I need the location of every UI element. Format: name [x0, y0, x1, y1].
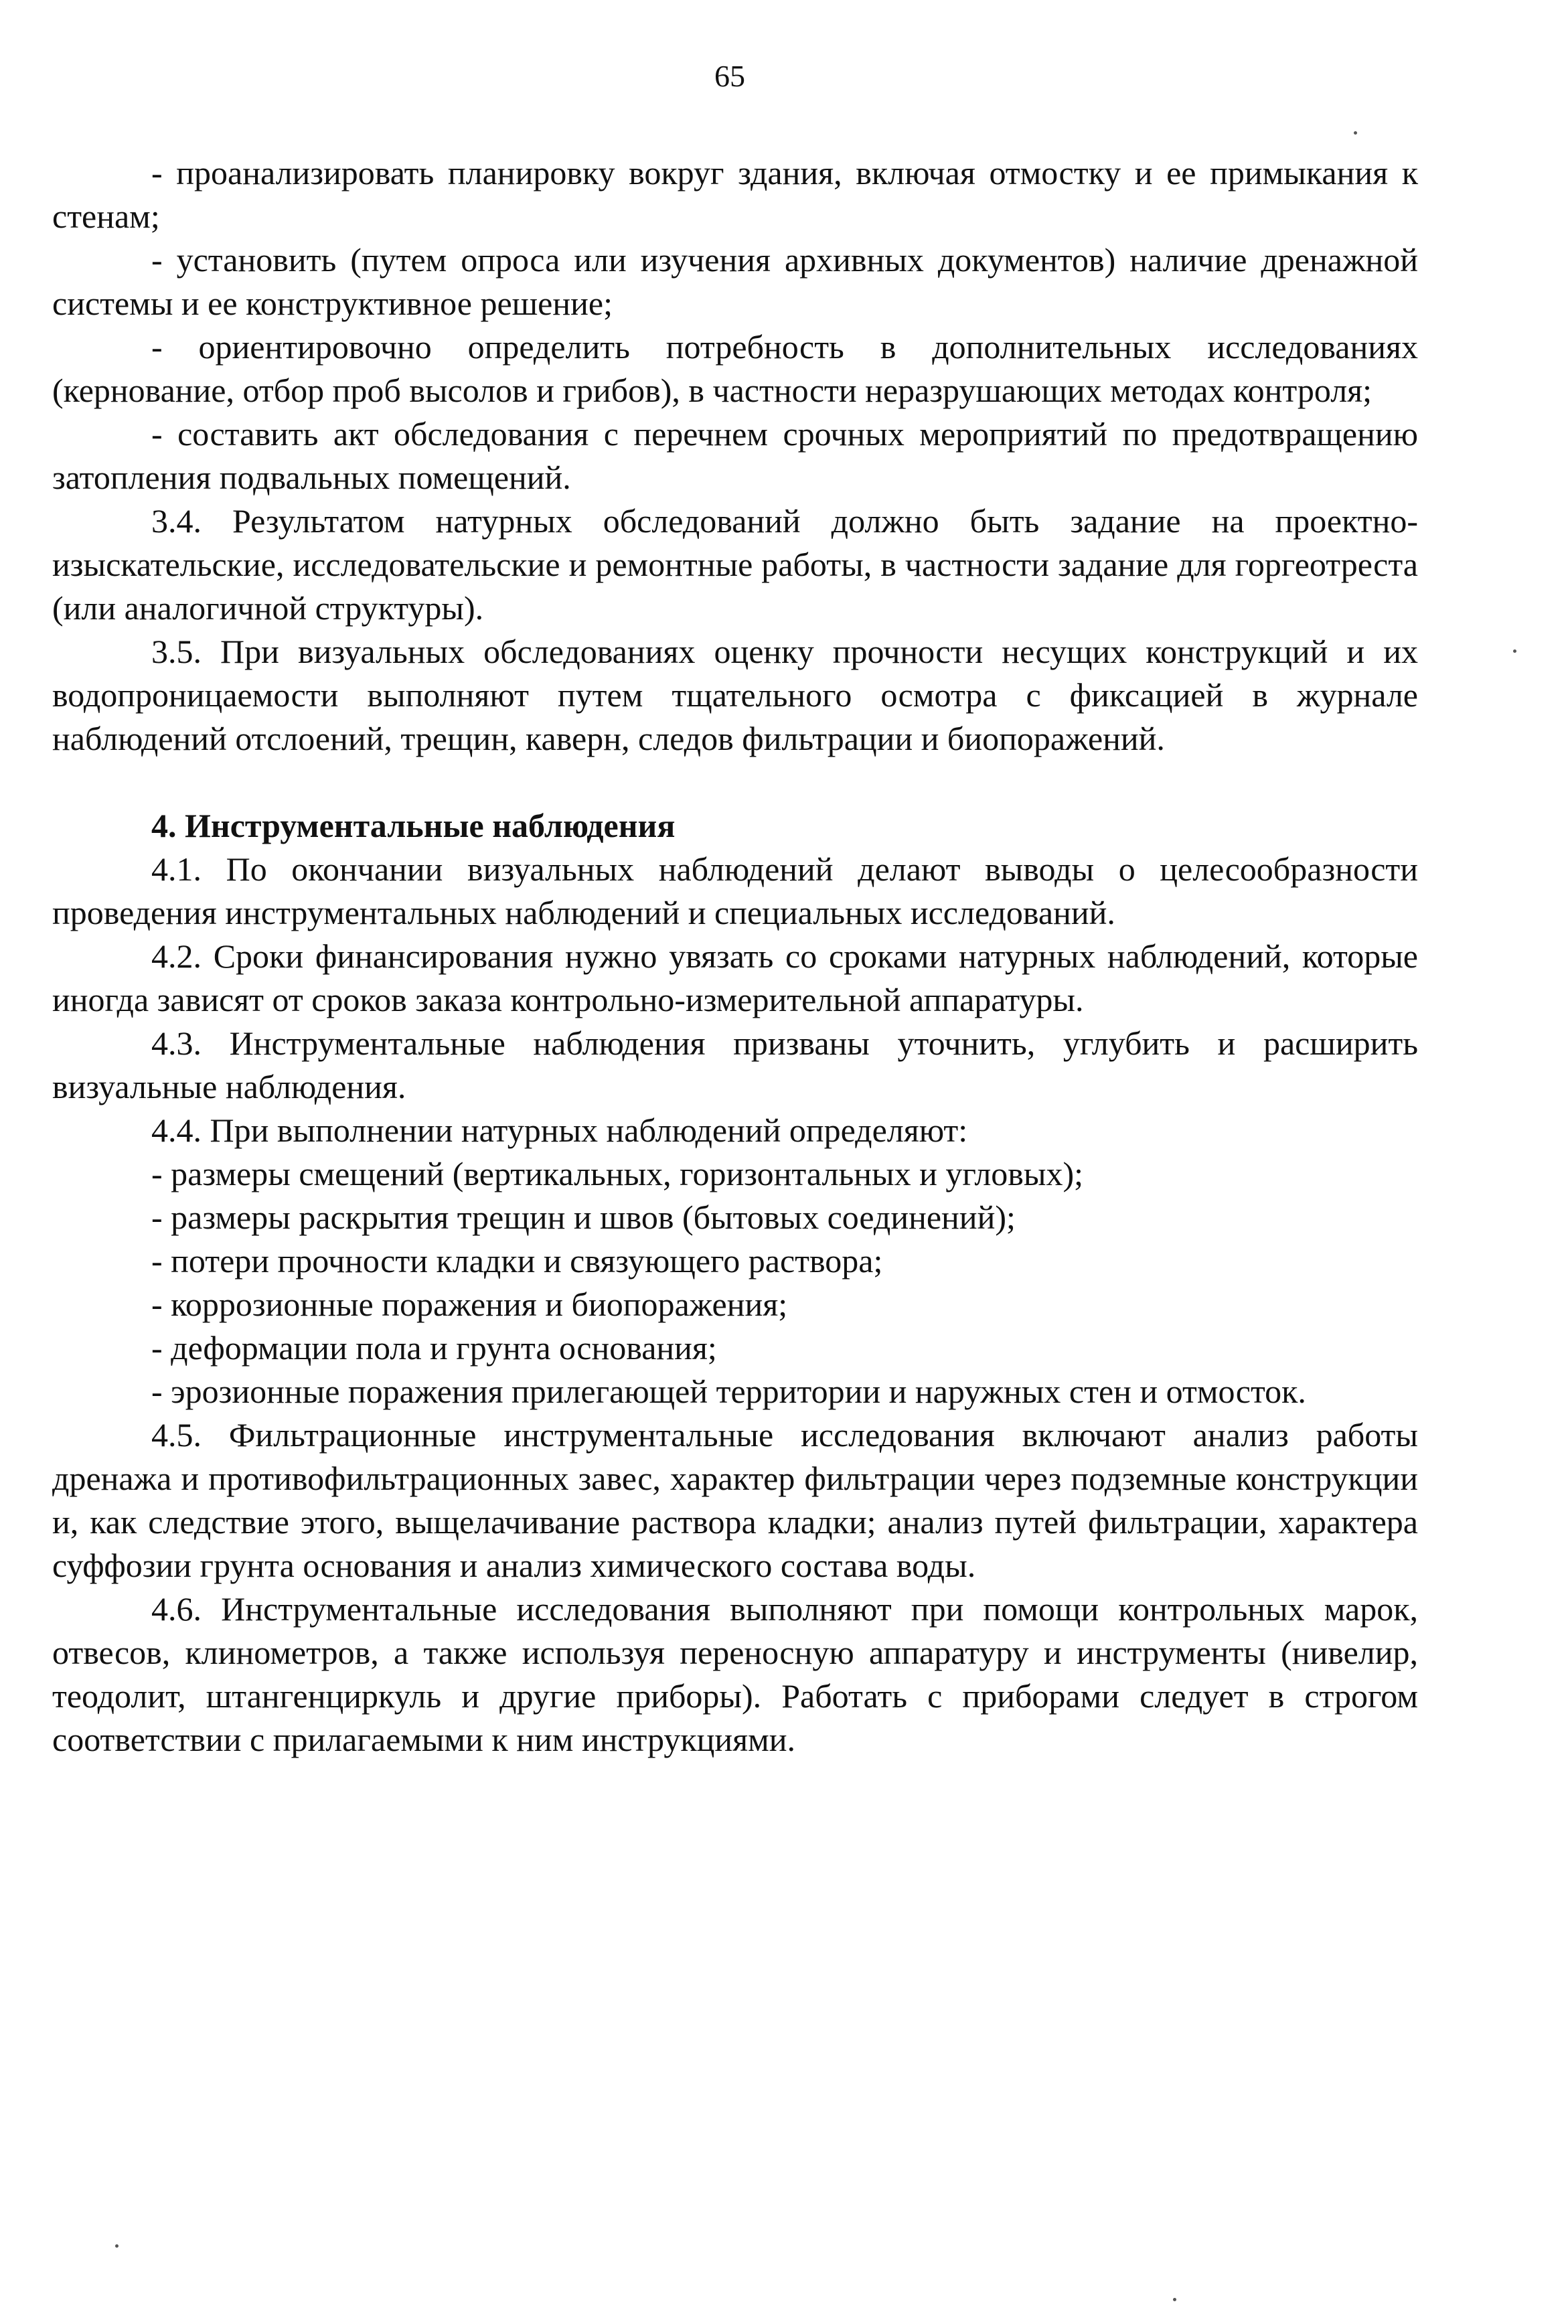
list-item: - эрозионные поражения прилегающей территории и наружных стен и отмосток.	[151, 1373, 1306, 1410]
paragraph-4-6: 4.6. Инструментальные исследования выполняют при помощи контрольных марок, отвесов, клинометров, а также используя переносную аппаратуру и инструменты (нивелир, теодолит, штангенциркуль и другие приборы). Работать с приборами следует в строгом соответствии с прилагаемыми к ним инструкциями.	[52, 1590, 1418, 1758]
page-number: 65	[714, 59, 745, 93]
scan-speck	[1173, 2298, 1176, 2301]
list-item: - деформации пола и грунта основания;	[151, 1329, 717, 1367]
scan-speck	[115, 2244, 119, 2248]
paragraph-4-2: 4.2. Сроки финансирования нужно увязать со сроками натурных наблюдений, которые иногда зависят от сроков заказа контрольно-измерительной аппаратуры.	[52, 937, 1418, 1018]
document-body	[52, 151, 1418, 1762]
paragraph-3-4: 3.4. Результатом натурных обследований должно быть задание на проектно-изыскательские, исследовательские и ремонтные работы, в частности задание для горгеотреста (или аналогичной структуры).	[52, 502, 1418, 627]
paragraph-4-3: 4.3. Инструментальные наблюдения призваны уточнить, углубить и расширить визуальные наблюдения.	[52, 1024, 1418, 1105]
paragraph-4-5: 4.5. Фильтрационные инструментальные исследования включают анализ работы дренажа и противофильтрационных завес, характер фильтрации через подземные конструкции и, как следствие этого, выщелачивание раствора кладки; анализ путей фильтрации, характера суффозии грунта основания и анализ химического состава воды.	[52, 1416, 1418, 1584]
list-item: - размеры раскрытия трещин и швов (бытовых соединений);	[151, 1198, 1016, 1236]
paragraph-3-5: 3.5. При визуальных обследованиях оценку прочности несущих конструкций и их водопроницаемости выполняют путем тщательного осмотра с фиксацией в журнале наблюдений отслоений, трещин, каверн, следов фильтрации и биопоражений.	[52, 633, 1418, 757]
list-item: - установить (путем опроса или изучения архивных документов) наличие дренажной системы и ее конструктивное решение;	[52, 241, 1418, 322]
list-item: - проанализировать планировку вокруг здания, включая отмостку и ее примыкания к стенам;	[52, 154, 1418, 235]
section-heading: 4. Инструментальные наблюдения	[151, 807, 676, 844]
list-item: - составить акт обследования с перечнем срочных мероприятий по предотвращению затопления подвальных помещений.	[52, 415, 1418, 496]
list-item: - потери прочности кладки и связующего раствора;	[151, 1242, 883, 1280]
paragraph-4-1: 4.1. По окончании визуальных наблюдений делают выводы о целесообразности проведения инструментальных наблюдений и специальных исследований.	[52, 850, 1418, 931]
section-spacer	[52, 761, 1418, 804]
list-item: - размеры смещений (вертикальных, горизонтальных и угловых);	[151, 1155, 1084, 1192]
scan-speck	[1354, 131, 1357, 135]
list-item: - коррозионные поражения и биопоражения;	[151, 1286, 788, 1323]
list-item: - ориентировочно определить потребность в дополнительных исследованиях (кернование, отбор проб высолов и грибов), в частности неразрушающих методах контроля;	[52, 328, 1418, 409]
scan-speck	[1513, 649, 1516, 653]
paragraph-4-4: 4.4. При выполнении натурных наблюдений определяют:	[151, 1111, 968, 1149]
